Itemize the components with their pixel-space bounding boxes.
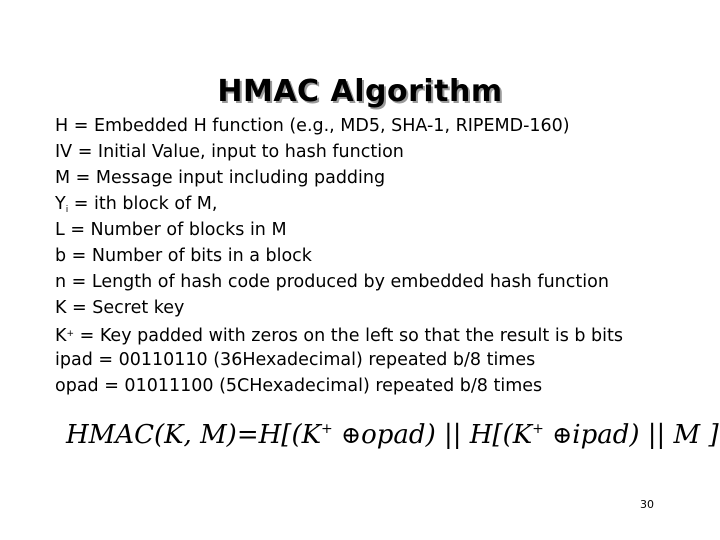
formula-lhs: HMAC(K, M) [66,420,237,450]
definition-b: b = Number of bits in a block [55,246,312,266]
xor-operator-icon: ⊕ [552,421,573,449]
formula-plus1: + [321,421,333,437]
xor-operator-icon: ⊕ [341,421,362,449]
definition-yi [55,191,705,217]
definition-h: H = Embedded H function (e.g., MD5, SHA-1, RIPEMD-160) [55,116,570,136]
formula-equals: = [236,420,259,450]
slide-title: HMAC Algorithm [217,74,503,109]
definition-iv: IV = Initial Value, input to hash function [55,142,404,162]
formula-ipad: ipad) || M ] [572,420,719,450]
definition-kplus [55,321,705,347]
kplus-text: = Key padded with zeros on the left so that the result is b bits [74,326,623,346]
yi-text: = ith block of M, [68,194,218,214]
definition-k: K = Secret key [55,298,185,318]
formula-opad: opad) || H[(K [361,420,533,450]
definition-opad: opad = 01011100 (5CHexadecimal) repeated b/8 times [55,376,543,396]
yi-symbol: Y [55,194,66,214]
definition-ipad: ipad = 00110110 (36Hexadecimal) repeated b/8 times [55,350,536,370]
formula-plus2: + [532,421,544,437]
definition-m: M = Message input including padding [55,168,386,188]
definition-n: n = Length of hash code produced by embedded hash function [55,272,609,292]
yi-subscript: i [65,205,69,215]
hmac-formula [66,420,719,460]
kplus-superscript: + [66,329,75,339]
kplus-symbol: K [55,326,67,346]
formula-h1: H[(K [258,420,322,450]
page-number: 30 [640,498,654,511]
definitions-list [55,113,705,399]
definition-l: L = Number of blocks in M [55,220,287,240]
